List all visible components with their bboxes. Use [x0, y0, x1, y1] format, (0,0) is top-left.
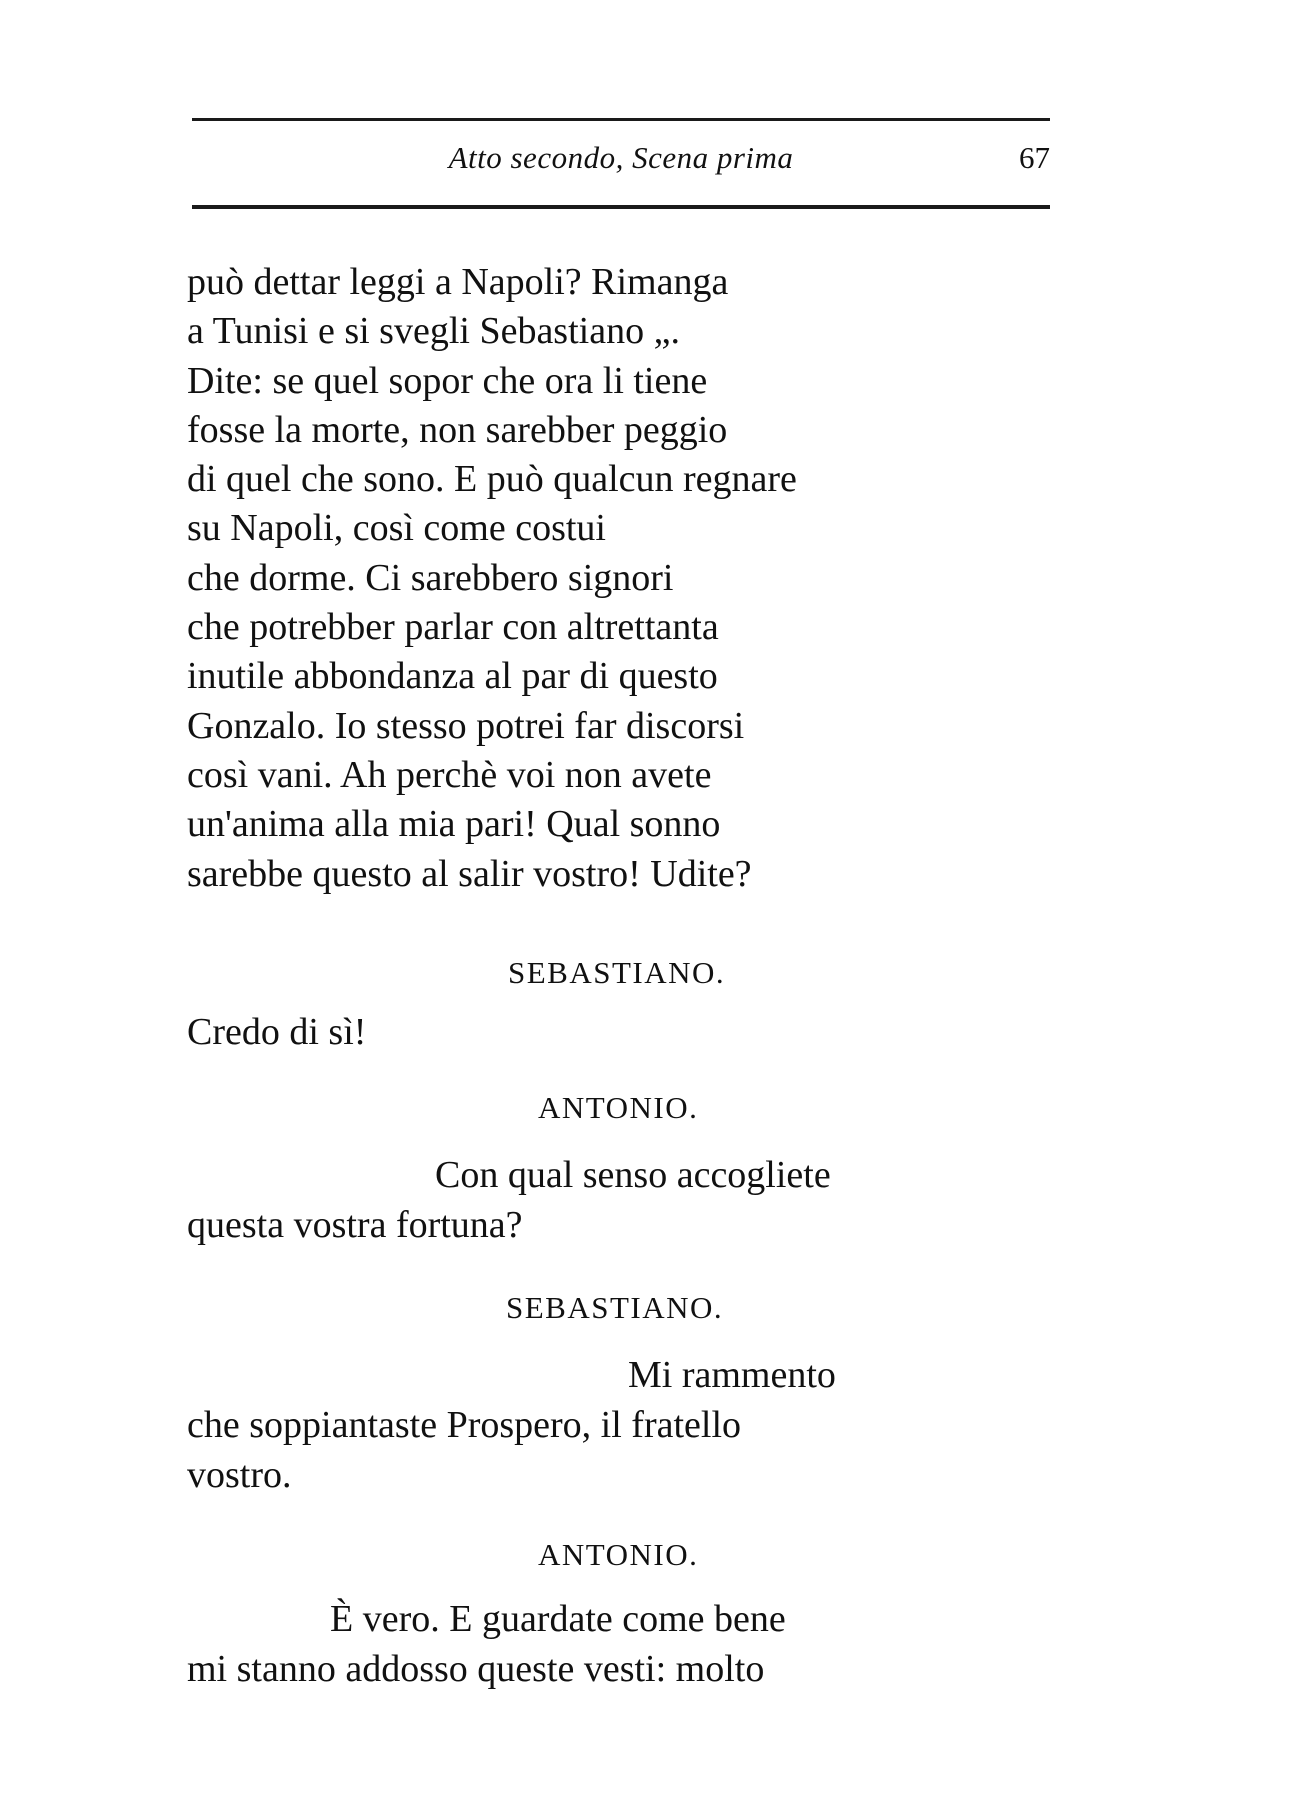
verse-line: fosse la morte, non sarebber peggio	[187, 408, 728, 451]
dialogue-line: Con qual senso accogliete	[435, 1154, 831, 1196]
speaker-name: SEBASTIANO.	[506, 1290, 724, 1325]
dialogue-line: È vero. E guardate come bene	[330, 1598, 786, 1640]
verse-line: può dettar leggi a Napoli? Rimanga	[187, 261, 729, 303]
dialogue-line: Mi rammento	[628, 1354, 836, 1396]
verse-line: che dorme. Ci sarebbero signori	[187, 556, 674, 599]
verse-line: a Tunisi e si svegli Sebastiano „.	[187, 310, 680, 353]
dialogue-line: Credo di sì!	[187, 1011, 367, 1053]
verse-line: sarebbe questo al salir vostro! Udite?	[187, 852, 752, 895]
verse-line: che potrebber parlar con altrettanta	[187, 606, 719, 649]
speaker-name: ANTONIO.	[538, 1090, 699, 1125]
running-title: Atto secondo, Scena prima	[448, 140, 794, 175]
verse-line: Gonzalo. Io stesso potrei far discorsi	[187, 704, 745, 747]
verse-line: così vani. Ah perchè voi non avete	[187, 753, 712, 796]
running-head	[192, 140, 1050, 184]
verse-line: inutile abbondanza al par di questo	[187, 655, 718, 698]
speaker-name: ANTONIO.	[538, 1537, 699, 1572]
header-bottom-rule	[192, 205, 1050, 209]
verse-line: su Napoli, così come costui	[187, 507, 606, 550]
dialogue-line: questa vostra fortuna?	[187, 1204, 523, 1246]
verse-line: un'anima alla mia pari! Qual sonno	[187, 803, 721, 846]
verse-line: Dite: se quel sopor che ora li tiene	[187, 359, 708, 402]
dialogue-line: vostro.	[187, 1454, 292, 1496]
verse-line: di quel che sono. E può qualcun regnare	[187, 458, 797, 501]
dialogue-line: mi stanno addosso queste vesti: molto	[187, 1648, 765, 1690]
dialogue-line: che soppiantaste Prospero, il fratello	[187, 1404, 742, 1446]
speaker-name: SEBASTIANO.	[508, 955, 726, 990]
page-number: 67	[1019, 140, 1050, 175]
header-top-rule	[192, 118, 1050, 121]
speech-passage	[187, 258, 1087, 899]
